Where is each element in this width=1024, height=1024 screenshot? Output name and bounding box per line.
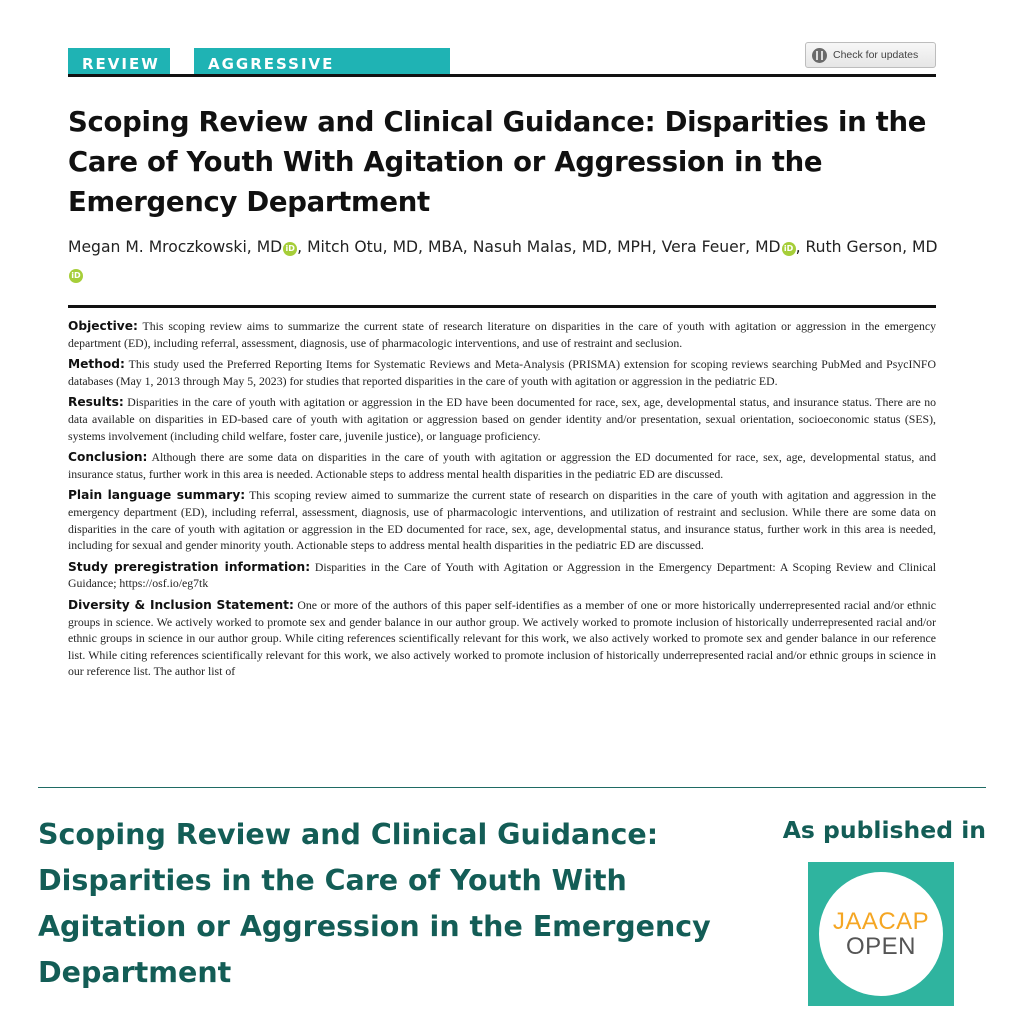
abstract-section-text: This scoping review aimed to summarize the current state of research on disparities in the care of youth with agitation and aggression in the emergency department (ED), including referral, assessment, diagnosis, use of pharmacologic interventions, and utilization of restraint and seclusion. While there are some data on disparities in the care of youth with agitation or aggression in the ED documented for race, sex, age, developmental status, and insurance status, further work in this area is needed, including for sexual and gender minority youth. Actionable steps to address mental health disparities in the pediatric ED are discussed. xyxy=(68,488,936,553)
author-separator: , xyxy=(297,238,308,256)
crossmark-icon xyxy=(812,48,827,63)
journal-logo-line2: OPEN xyxy=(845,933,916,960)
author-name: Vera Feuer, MD xyxy=(661,238,781,256)
author-name: Ruth Gerson, MD xyxy=(805,238,938,256)
article-tags xyxy=(68,48,450,105)
abstract-section-label: Diversity & Inclusion Statement: xyxy=(68,597,294,612)
abstract-section-label: Conclusion: xyxy=(68,450,148,465)
abstract-section xyxy=(68,356,936,389)
abstract-section-label: Plain language summary: xyxy=(68,488,246,503)
footer-divider xyxy=(38,787,986,788)
tag-review: REVIEW xyxy=(68,48,170,75)
author-separator: , xyxy=(462,238,473,256)
journal-logo xyxy=(808,862,954,1006)
abstract-section xyxy=(68,318,936,351)
abstract-divider xyxy=(68,305,936,308)
published-in-label: As published in xyxy=(782,816,986,844)
abstract-section xyxy=(68,559,936,592)
journal-logo-circle xyxy=(819,872,943,996)
abstract-section-label: Method: xyxy=(68,357,125,372)
orcid-icon[interactable]: iD xyxy=(283,242,297,256)
check-for-updates-label: Check for updates xyxy=(833,49,919,61)
author-list xyxy=(68,234,948,288)
footer-title: Scoping Review and Clinical Guidance: Disparities in the Care of Youth With Agitation or Aggression in the Emergency Department xyxy=(38,818,711,989)
author-separator: , xyxy=(651,238,662,256)
abstract-section-label: Objective: xyxy=(68,319,138,333)
abstract-section xyxy=(68,487,936,553)
abstract-section xyxy=(68,449,936,482)
abstract-section-text: Although there are some data on disparities in the care of youth with agitation or aggression the ED documented for race, sex, age, developmental status, and insurance status, further work in this area is needed. Actionable steps to address mental health disparities in the pediatric ED are discussed. xyxy=(68,450,936,481)
author-name: Mitch Otu, MD, MBA xyxy=(307,238,463,256)
header-divider xyxy=(68,74,936,77)
orcid-icon[interactable]: iD xyxy=(69,269,83,283)
author-separator: , xyxy=(795,238,806,256)
author-name: Megan M. Mroczkowski, MD xyxy=(68,238,283,256)
abstract-section-text: Disparities in the care of youth with agitation or aggression in the ED have been documented for race, sex, age, developmental status, and insurance status. There are no data available on disparities in ED-based care of youth with agitation or aggression based on gender identity and/or presentation, sexual orientation, socioeconomic status (SES), systems involvement (including child welfare, foster care, juvenile justice), or language proficiency. xyxy=(68,395,936,443)
check-for-updates-button[interactable] xyxy=(805,42,936,68)
abstract-section-text: Disparities in the Care of Youth with Agitation or Aggression in the Emergency Department: A Scoping Review and Clinical Guidance; https://osf.io/eg7tk xyxy=(68,559,936,591)
abstract-section-text: This study used the Preferred Reporting Items for Systematic Reviews and Meta-Analysis (PRISMA) extension for scoping reviews searching PubMed and PsycINFO databases (May 1, 2013 through May 5, 2023) for studies that reported disparities in the care of youth with agitation or aggression in the pediatric ED. xyxy=(68,357,936,388)
abstract-section xyxy=(68,597,936,680)
tag-topic: AGGRESSIVE BEHAVIOR xyxy=(194,48,450,75)
abstract-section-text: One or more of the authors of this paper self-identifies as a member of one or more historically underrepresented racial and/or ethnic groups in science. We actively worked to promote sex and gender balance in our author group. We actively worked to promote inclusion of historically underrepresented racial and/or ethnic groups in science in our author group. While citing references scientifically relevant for this work, we also actively worked to promote sex and gender balance in our reference list. While citing references scientifically relevant for this work, we also actively worked to promote inclusion of historically underrepresented racial and/or ethnic groups in science in our reference list. The author list of xyxy=(68,597,936,679)
abstract-section-label: Results: xyxy=(68,395,124,410)
abstract-section xyxy=(68,394,936,444)
abstract-section-label: Study preregistration information: xyxy=(68,559,311,574)
orcid-icon[interactable]: iD xyxy=(782,242,796,256)
paper-title: Scoping Review and Clinical Guidance: Disparities in the Care of Youth With Agitation or Aggression in the Emergency Department xyxy=(68,106,927,218)
abstract xyxy=(68,318,936,754)
journal-logo-line1: JAACAP xyxy=(832,908,930,935)
author-name: Nasuh Malas, MD, MPH xyxy=(472,238,652,256)
abstract-section-text: This scoping review aims to summarize the current state of research literature on disparities in the care of youth with agitation or aggression in the emergency department (ED), including referral, assessment, diagnosis, use of pharmacologic interventions, and use of restraint and seclusion. xyxy=(68,319,936,350)
